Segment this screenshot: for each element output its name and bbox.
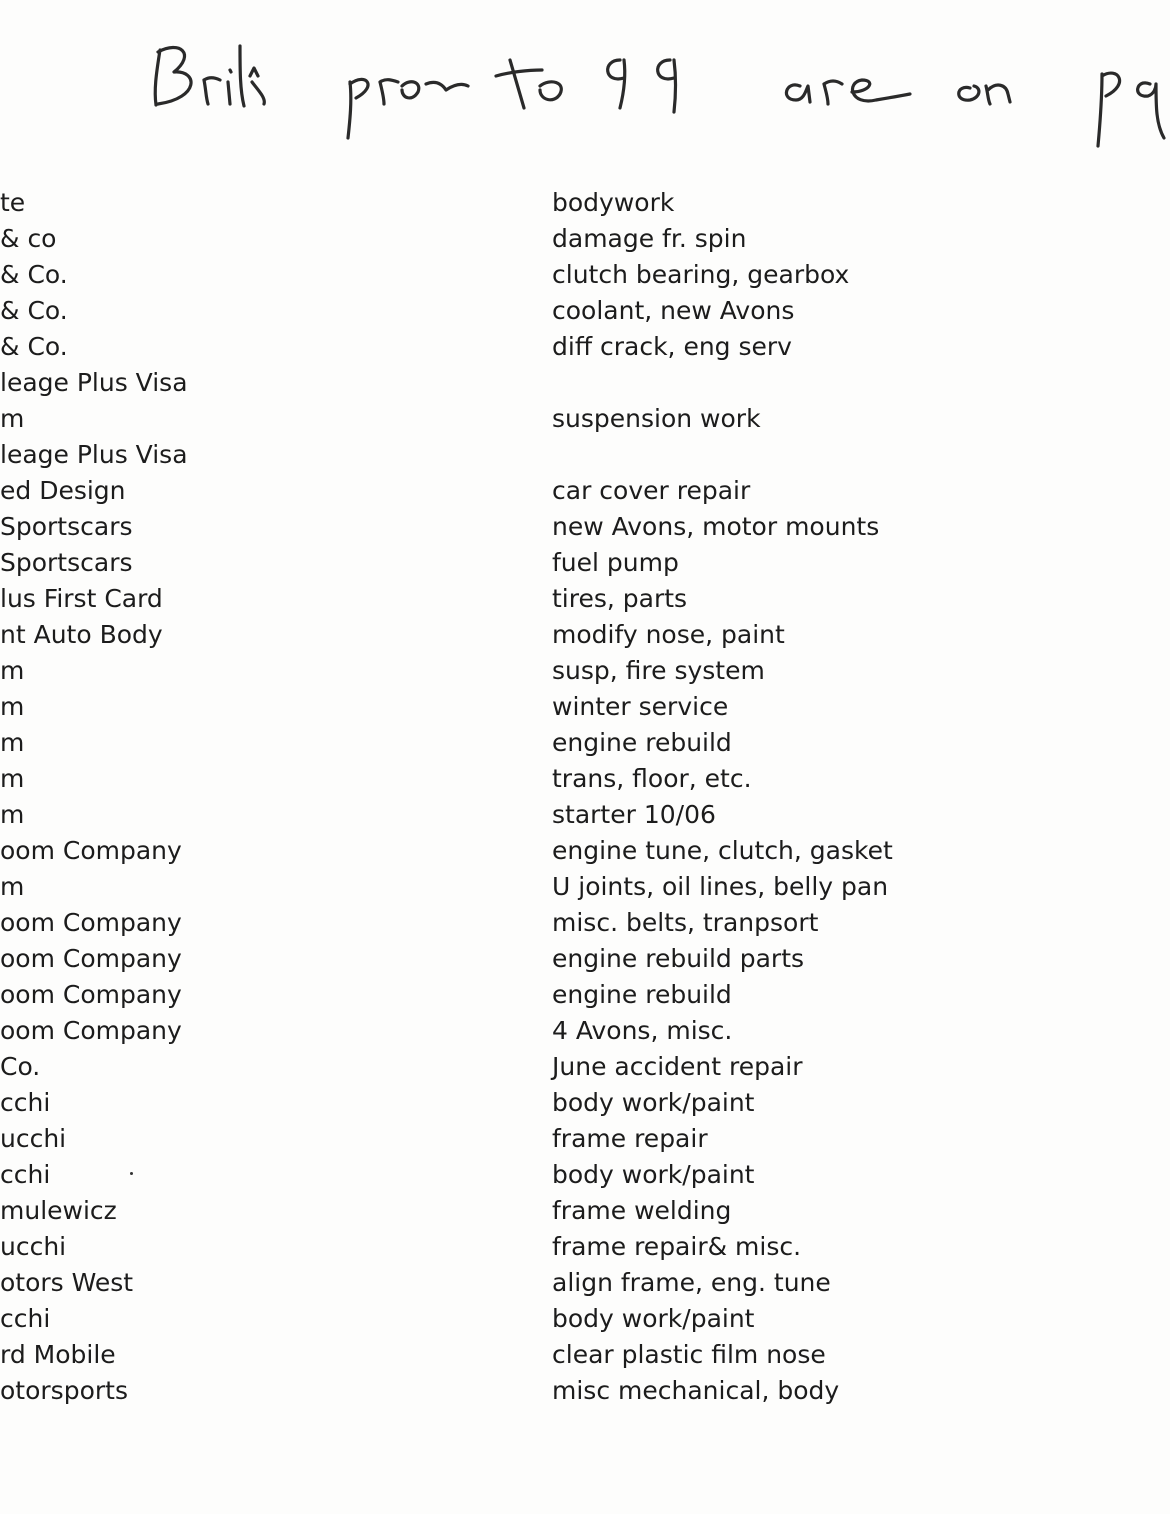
work-description: align frame, eng. tune xyxy=(552,1268,831,1297)
vendor-name: & co xyxy=(0,224,57,253)
list-item xyxy=(0,689,1170,725)
work-description: coolant, new Avons xyxy=(552,296,795,325)
list-item xyxy=(0,185,1170,221)
list-item xyxy=(0,545,1170,581)
work-description: U joints, oil lines, belly pan xyxy=(552,872,889,901)
vendor-name: oom Company xyxy=(0,980,182,1009)
list-item xyxy=(0,1301,1170,1337)
work-description: damage fr. spin xyxy=(552,224,747,253)
work-description: frame welding xyxy=(552,1196,732,1225)
vendor-name: leage Plus Visa xyxy=(0,368,188,397)
list-item xyxy=(0,761,1170,797)
vendor-name: nt Auto Body xyxy=(0,620,163,649)
list-item xyxy=(0,509,1170,545)
work-description: diff crack, eng serv xyxy=(552,332,792,361)
work-description: body work/paint xyxy=(552,1160,755,1189)
work-description: winter service xyxy=(552,692,729,721)
vendor-name: m xyxy=(0,764,25,793)
vendor-name: mulewicz xyxy=(0,1196,117,1225)
list-item xyxy=(0,653,1170,689)
vendor-name: lus First Card xyxy=(0,584,163,613)
vendor-name: Sportscars xyxy=(0,548,133,577)
work-description: misc. belts, tranpsort xyxy=(552,908,819,937)
vendor-name: m xyxy=(0,872,25,901)
vendor-name: m xyxy=(0,656,25,685)
work-description: fuel pump xyxy=(552,548,679,577)
list-item xyxy=(0,1193,1170,1229)
list-item xyxy=(0,473,1170,509)
list-item xyxy=(0,977,1170,1013)
vendor-name: leage Plus Visa xyxy=(0,440,188,469)
work-description: clear plastic film nose xyxy=(552,1340,826,1369)
vendor-name: rd Mobile xyxy=(0,1340,116,1369)
vendor-name: Co. xyxy=(0,1052,41,1081)
vendor-name: m xyxy=(0,728,25,757)
vendor-name: cchi xyxy=(0,1088,51,1117)
list-item xyxy=(0,617,1170,653)
list-item xyxy=(0,1013,1170,1049)
list-item xyxy=(0,581,1170,617)
work-description: susp, fire system xyxy=(552,656,765,685)
list-item xyxy=(0,401,1170,437)
list-item xyxy=(0,833,1170,869)
work-description: June accident repair xyxy=(552,1052,803,1081)
work-description: body work/paint xyxy=(552,1088,755,1117)
list-item xyxy=(0,257,1170,293)
list-item xyxy=(0,1229,1170,1265)
scan-speck xyxy=(130,1172,133,1175)
work-description: frame repair& misc. xyxy=(552,1232,802,1261)
vendor-name: ucchi xyxy=(0,1232,67,1261)
handwritten-note xyxy=(140,20,1170,150)
work-description: car cover repair xyxy=(552,476,751,505)
list-item xyxy=(0,1373,1170,1409)
vendor-name: ed Design xyxy=(0,476,126,505)
vendor-name: & Co. xyxy=(0,260,68,289)
work-description: clutch bearing, gearbox xyxy=(552,260,850,289)
vendor-name: m xyxy=(0,404,25,433)
list-item xyxy=(0,1049,1170,1085)
work-description: engine rebuild parts xyxy=(552,944,805,973)
list-item xyxy=(0,1157,1170,1193)
work-description: starter 10/06 xyxy=(552,800,716,829)
work-description: bodywork xyxy=(552,188,675,217)
vendor-name: & Co. xyxy=(0,332,68,361)
repair-history-list xyxy=(0,185,1170,1409)
work-description: new Avons, motor mounts xyxy=(552,512,880,541)
list-item xyxy=(0,797,1170,833)
list-item xyxy=(0,221,1170,257)
vendor-name: cchi xyxy=(0,1160,51,1189)
vendor-name: Sportscars xyxy=(0,512,133,541)
work-description: engine tune, clutch, gasket xyxy=(552,836,893,865)
list-item xyxy=(0,725,1170,761)
work-description: engine rebuild xyxy=(552,980,732,1009)
vendor-name: otorsports xyxy=(0,1376,128,1405)
list-item xyxy=(0,1337,1170,1373)
vendor-name: te xyxy=(0,188,26,217)
work-description: engine rebuild xyxy=(552,728,732,757)
vendor-name: oom Company xyxy=(0,908,182,937)
vendor-name: oom Company xyxy=(0,944,182,973)
list-item xyxy=(0,1085,1170,1121)
list-item xyxy=(0,437,1170,473)
list-item xyxy=(0,905,1170,941)
vendor-name: cchi xyxy=(0,1304,51,1333)
work-description: modify nose, paint xyxy=(552,620,785,649)
work-description: body work/paint xyxy=(552,1304,755,1333)
list-item xyxy=(0,869,1170,905)
work-description: misc mechanical, body xyxy=(552,1376,840,1405)
vendor-name: oom Company xyxy=(0,836,182,865)
work-description: tires, parts xyxy=(552,584,688,613)
list-item xyxy=(0,365,1170,401)
list-item xyxy=(0,293,1170,329)
vendor-name: & Co. xyxy=(0,296,68,325)
list-item xyxy=(0,1265,1170,1301)
list-item xyxy=(0,1121,1170,1157)
vendor-name: oom Company xyxy=(0,1016,182,1045)
vendor-name: m xyxy=(0,800,25,829)
work-description: 4 Avons, misc. xyxy=(552,1016,733,1045)
vendor-name: otors West xyxy=(0,1268,134,1297)
list-item xyxy=(0,329,1170,365)
list-item xyxy=(0,941,1170,977)
vendor-name: m xyxy=(0,692,25,721)
work-description: trans, floor, etc. xyxy=(552,764,752,793)
vendor-name: ucchi xyxy=(0,1124,67,1153)
work-description: frame repair xyxy=(552,1124,708,1153)
work-description: suspension work xyxy=(552,404,761,433)
